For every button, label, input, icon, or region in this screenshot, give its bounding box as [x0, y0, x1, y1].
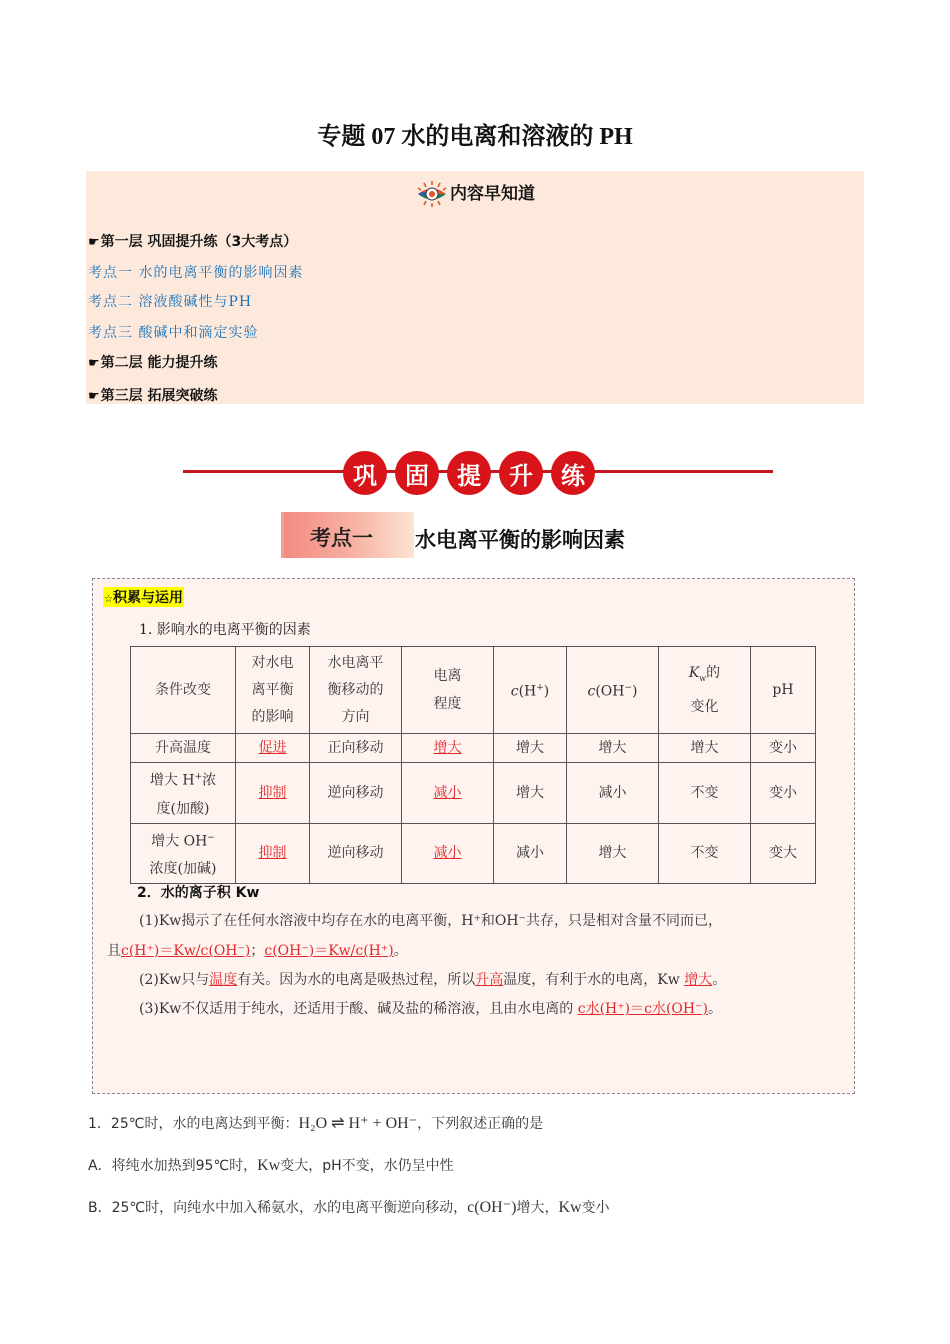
- option-a[interactable]: A．将纯水加热到95℃时，Kw变大，pH不变，水仍呈中性: [88, 1157, 454, 1174]
- table-cell: 变小: [751, 734, 816, 763]
- pointing-hand-icon: ☛: [88, 389, 100, 404]
- table-cell: 增大: [567, 823, 659, 884]
- header-cell: 电离 程度: [402, 647, 494, 734]
- table-cell: 减小: [567, 763, 659, 824]
- banner-char: 巩: [343, 451, 387, 495]
- answer-blank: c(H⁺)＝Kw/c(OH⁻): [121, 943, 251, 959]
- section-label-box: [281, 512, 414, 558]
- pointing-hand-icon: ☛: [88, 356, 100, 371]
- page-title: 专题 07 水的电离和溶液的 PH: [317, 122, 633, 150]
- table-cell: 促进: [236, 734, 310, 763]
- paragraph-3: (3)Kw不仅适用于纯水，还适用于酸、碱及盐的稀溶液，且由水电离的 c水(H⁺)＝c水(OH⁻)。: [139, 1001, 722, 1017]
- table-cell: 不变: [659, 763, 751, 824]
- equation: H₂O ⇌ H⁺ + OH⁻: [298, 1115, 418, 1132]
- knowledge-tag: ☆积累与运用: [103, 587, 184, 607]
- banner-char: 固: [395, 451, 439, 495]
- table-cell: 增大: [494, 734, 567, 763]
- section-title: 水电离平衡的影响因素: [415, 528, 625, 552]
- header-cell: 条件改变: [131, 647, 236, 734]
- banner-char: 练: [551, 451, 595, 495]
- knowledge-box: [92, 578, 855, 1094]
- banner-char: 提: [447, 451, 491, 495]
- table-cell: 增大 H+浓 度(加酸): [131, 763, 236, 824]
- table-cell: 增大: [567, 734, 659, 763]
- paragraph-2: (2)Kw只与温度有关。因为水的电离是吸热过程，所以升高温度，有利于水的电离，Kw 增大。: [139, 972, 727, 988]
- table-cell: 增大: [402, 734, 494, 763]
- table-cell: 抑制: [236, 763, 310, 824]
- paragraph-1a: (1)Kw揭示了在任何水溶液中均存在水的电离平衡，H⁺和OH⁻共存，只是相对含量不同而已，: [139, 913, 722, 929]
- table-cell: 增大: [659, 734, 751, 763]
- header-cell: c(OH−): [567, 647, 659, 734]
- table-cell: 抑制: [236, 823, 310, 884]
- table-header-row: [131, 647, 816, 734]
- toc-item-layer-3[interactable]: ☛第三层 拓展突破练: [88, 388, 218, 404]
- answer-blank: c(OH⁻)＝Kw/c(H⁺): [264, 943, 394, 959]
- table-cell: 变大: [751, 823, 816, 884]
- answer-blank: c水(H⁺)＝c水(OH⁻): [577, 1001, 708, 1017]
- table-cell: 升高温度: [131, 734, 236, 763]
- table-cell: 减小: [402, 823, 494, 884]
- subheading-2: 2．水的离子积 Kw: [137, 885, 260, 901]
- table-row: [131, 734, 816, 763]
- option-b[interactable]: B．25℃时，向纯水中加入稀氨水，水的电离平衡逆向移动，c(OH⁻)增大，Kw变小: [88, 1199, 610, 1216]
- question-1: 1．25℃时，水的电离达到平衡：H₂O ⇌ H⁺ + OH⁻，下列叙述正确的是: [88, 1115, 544, 1132]
- banner-char: 升: [499, 451, 543, 495]
- eye-icon: [415, 180, 449, 208]
- table-cell: 减小: [494, 823, 567, 884]
- answer-blank: 升高: [475, 972, 504, 988]
- table-cell: 不变: [659, 823, 751, 884]
- answer-blank: 增大: [684, 972, 713, 988]
- paragraph-1b: 且c(H⁺)＝Kw/c(OH⁻)；c(OH⁻)＝Kw/c(H⁺)。: [107, 943, 408, 959]
- table-row: [131, 763, 816, 824]
- table-cell: 增大 OH− 浓度(加碱): [131, 823, 236, 884]
- toc-item-topic-2[interactable]: 考点二 溶液酸碱性与PH: [88, 294, 253, 310]
- answer-blank: 温度: [209, 972, 238, 988]
- subheading-1: 1. 影响水的电离平衡的因素: [139, 622, 311, 638]
- table-cell: 正向移动: [310, 734, 402, 763]
- table-cell: 逆向移动: [310, 763, 402, 824]
- pointing-hand-icon: ☛: [88, 235, 100, 250]
- table-of-contents: [86, 171, 864, 404]
- toc-item-topic-1[interactable]: 考点一 水的电离平衡的影响因素: [88, 265, 304, 281]
- header-cell: 对水电 离平衡 的影响: [236, 647, 310, 734]
- star-icon: ☆: [104, 594, 113, 605]
- table-row: [131, 823, 816, 884]
- toc-item-layer-1[interactable]: ☛第一层 巩固提升练（3大考点）: [88, 234, 298, 250]
- toc-item-layer-2[interactable]: ☛第二层 能力提升练: [88, 355, 218, 371]
- section-banner: [343, 451, 595, 495]
- toc-heading: 内容早知道: [86, 179, 864, 208]
- header-cell: c(H+): [494, 647, 567, 734]
- header-cell: 水电离平 衡移动的 方向: [310, 647, 402, 734]
- header-cell: $K_w$的 变化: [659, 647, 751, 734]
- table-cell: 增大: [494, 763, 567, 824]
- section-label: 考点一: [310, 526, 373, 550]
- factors-table: [130, 646, 816, 884]
- table-cell: 逆向移动: [310, 823, 402, 884]
- table-cell: 减小: [402, 763, 494, 824]
- toc-item-topic-3[interactable]: 考点三 酸碱中和滴定实验: [88, 325, 259, 341]
- header-cell: pH: [751, 647, 816, 734]
- table-cell: 变小: [751, 763, 816, 824]
